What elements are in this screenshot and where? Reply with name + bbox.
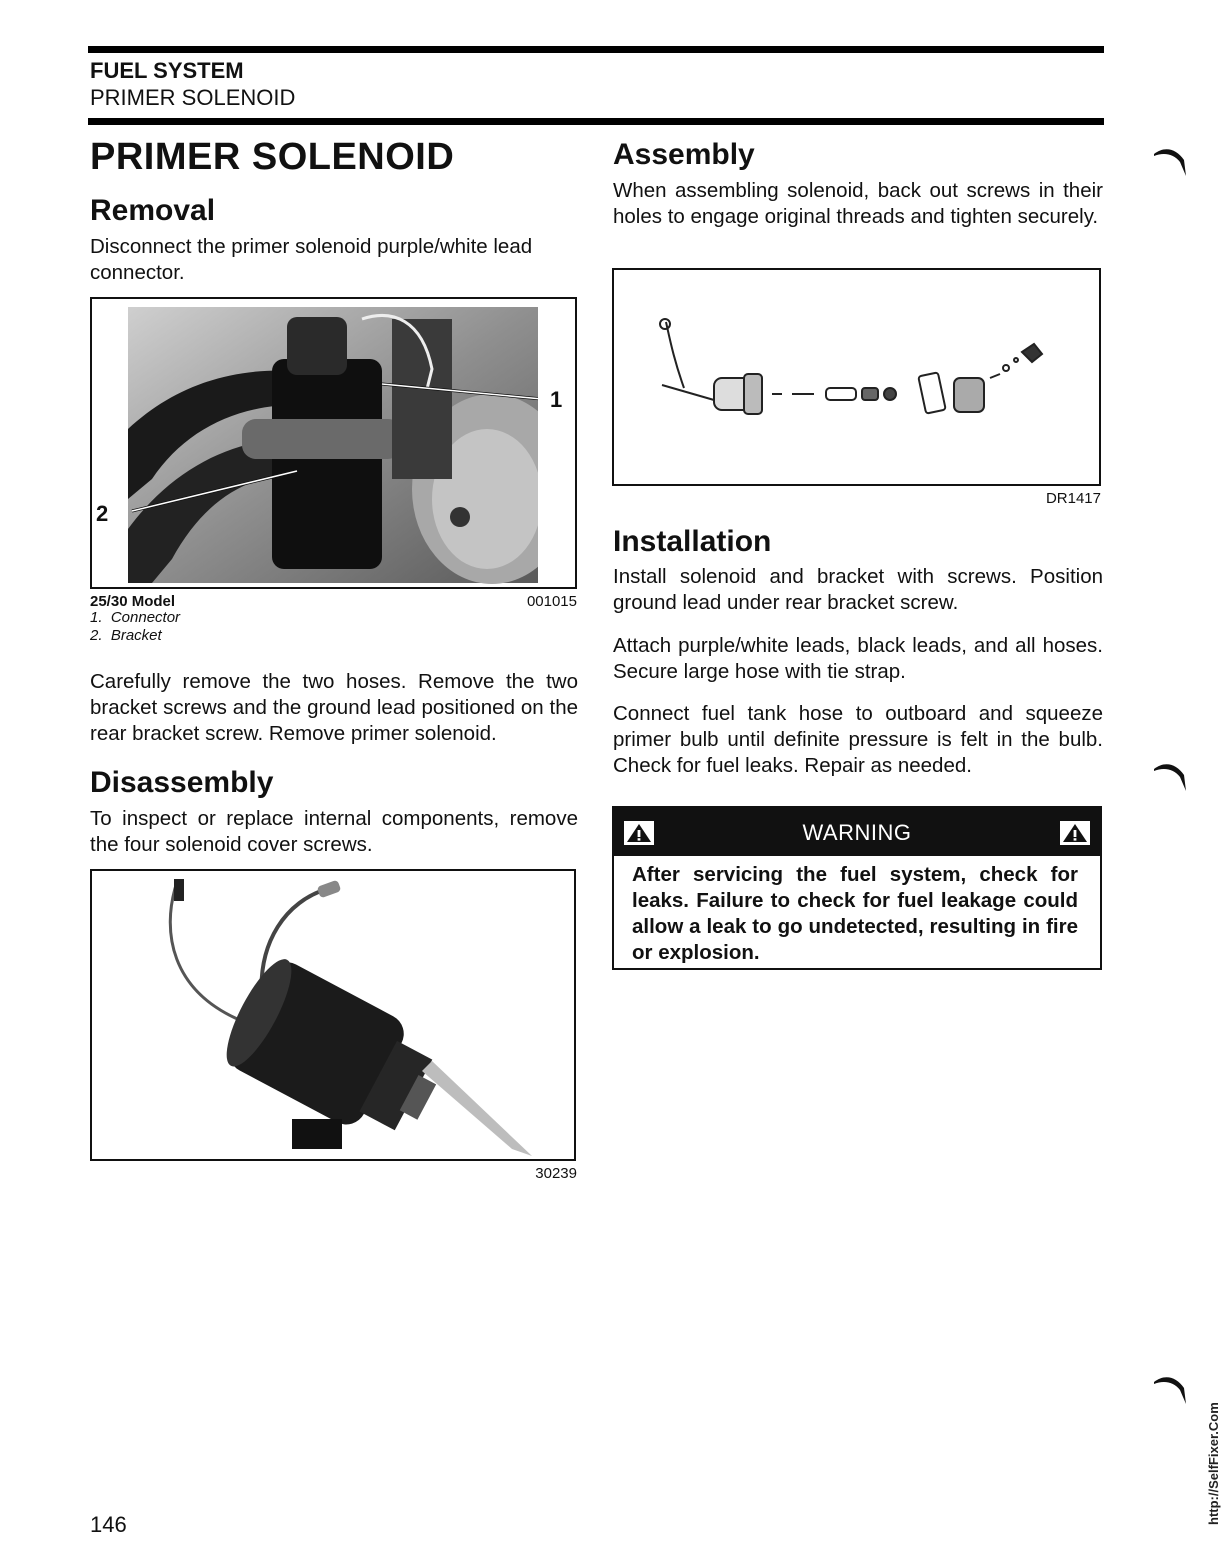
binding-mark [1150,1368,1190,1408]
watermark-url: http://SelfFixer.Com [1206,1402,1221,1525]
installation-paragraph: Attach purple/white leads, black leads, and all hoses. Secure large hose with tie strap. [613,634,1103,683]
removal-figure [90,297,577,589]
binding-mark [1150,140,1190,180]
warning-triangle-icon [1060,821,1090,845]
disassembly-text: To inspect or replace internal components, remove the four solenoid cover screws. [90,807,578,856]
page-number: 146 [90,1512,127,1537]
disassembly-figure [90,869,576,1161]
header-rule-bottom [88,118,1104,125]
legend-item: 2. Bracket [90,627,162,644]
assembly-heading: Assembly [613,138,755,171]
installation-heading: Installation [613,525,772,558]
removal-heading: Removal [90,194,216,227]
installation-paragraph: Connect fuel tank hose to outboard and squeeze primer bulb until definite pressure is felt in the bulb. Check for fuel leaks. Repair as needed. [613,702,1103,777]
removal-intro: Disconnect the primer solenoid purple/white lead connector. [90,235,533,284]
removal-figure-model: 25/30 Model [90,593,176,610]
section-subtitle: PRIMER SOLENOID [90,85,296,110]
assembly-diagram [612,268,1101,486]
callout-2: 2 [96,501,109,526]
removal-photo [92,299,575,587]
warning-text: After servicing the fuel system, check for leaks. Failure to check for fuel leakage could allow a leak to go undetected, resulting in fire or explosion. [632,863,1078,964]
assembly-diagram-id: DR1417 [1045,490,1101,507]
section-title: FUEL SYSTEM [90,58,244,83]
page-title: PRIMER SOLENOID [90,136,455,178]
warning-title: WARNING [802,820,912,845]
warning-header [614,808,1100,856]
removal-text: Carefully remove the two hoses. Remove the two bracket screws and the ground lead positioned on the rear bracket screw. Remove primer solenoid. [90,670,578,745]
legend-item: 1. Connector [90,609,181,626]
assembly-text: When assembling solenoid, back out screws in their holes to engage original threads and tighten securely. [613,179,1103,228]
removal-figure-id: 001015 [526,593,577,610]
warning-box [612,806,1102,970]
disassembly-heading: Disassembly [90,766,274,799]
exploded-view [614,270,1099,484]
disassembly-figure-id: 30239 [535,1165,577,1182]
header-rule-top [88,46,1104,53]
binding-mark [1150,755,1190,795]
disassembly-photo [92,871,574,1159]
callout-1: 1 [550,387,563,412]
installation-paragraph: Install solenoid and bracket with screws. Position ground lead under rear bracket screw. [613,565,1103,614]
